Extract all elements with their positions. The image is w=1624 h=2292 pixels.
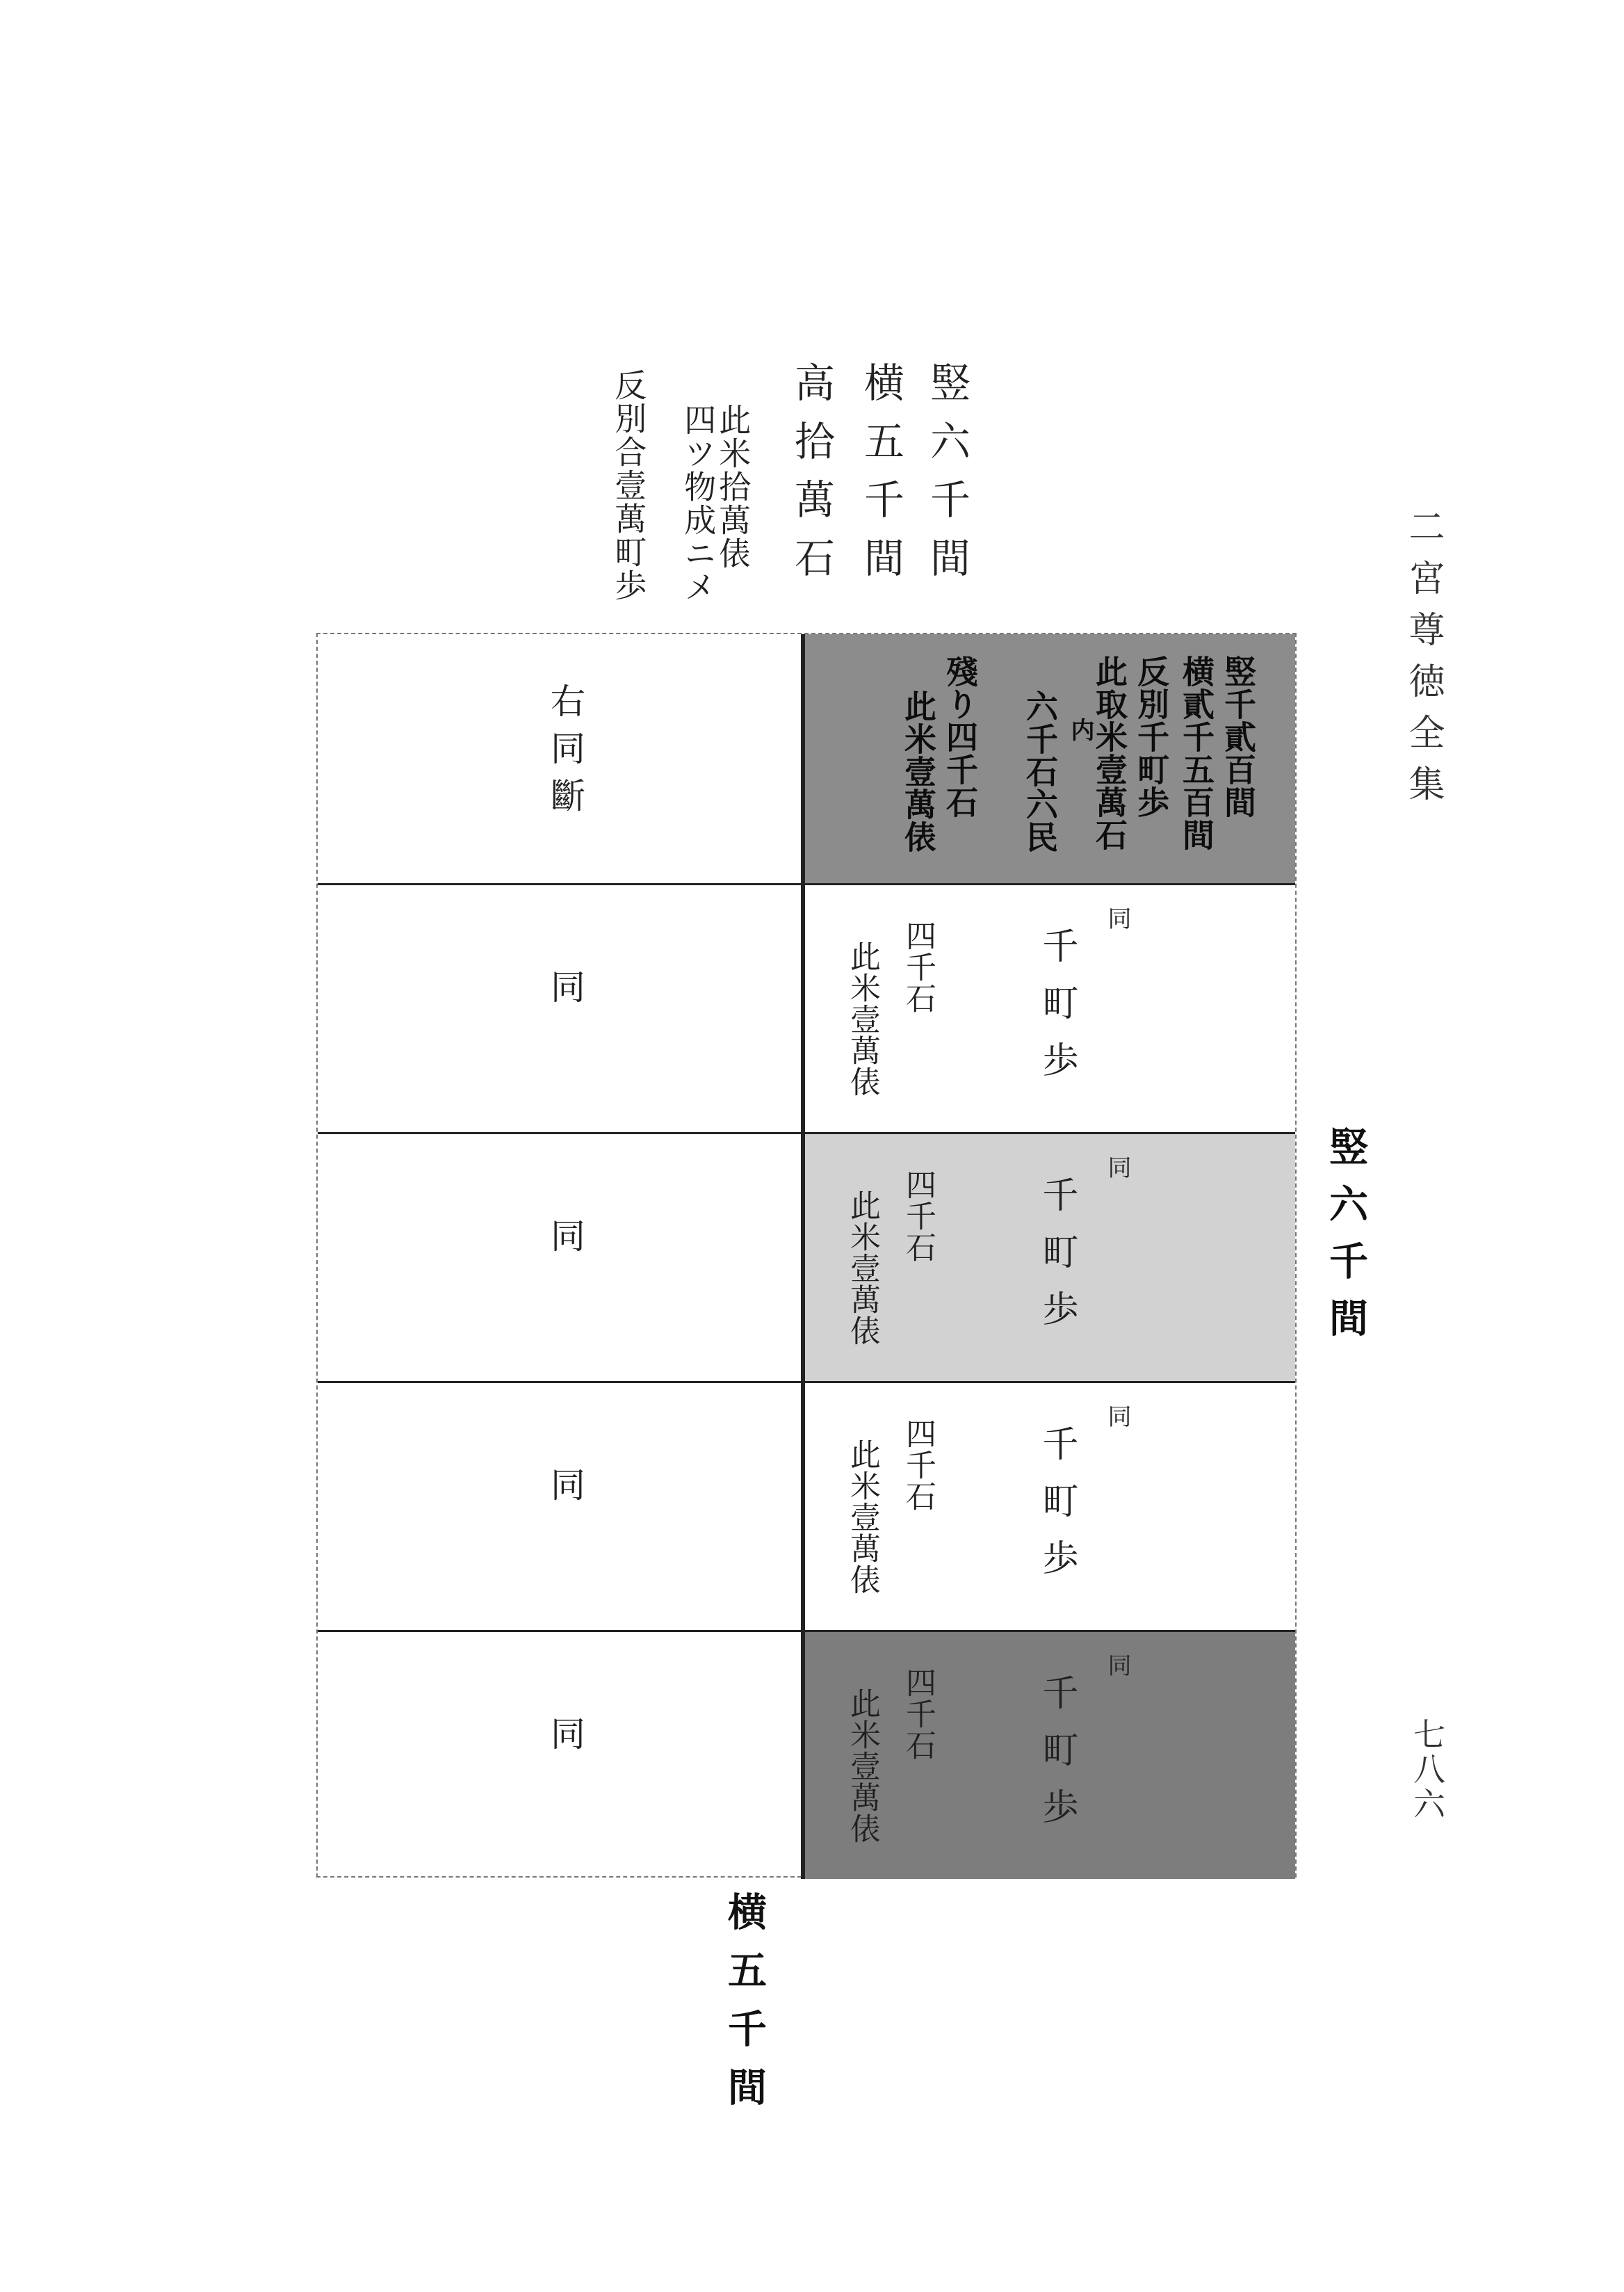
grid-row-4 (318, 1381, 1295, 1630)
horizontal-dimension-text: 横五千間 (722, 1891, 767, 2125)
tawara-text: 此米壹萬俵 (845, 1688, 880, 1844)
tawara-text: 此米壹萬俵 (845, 941, 880, 1097)
plot-width-text: 横貳千五百間 (1178, 655, 1215, 851)
koku-text: 四千石 (900, 1169, 936, 1263)
dou-mark: 同 (1103, 1404, 1131, 1428)
grid-row-4-left-cell (318, 1383, 802, 1630)
area-text: 千町歩 (1036, 1176, 1078, 1347)
remaining-portion-text: 殘り四千石 (941, 655, 979, 818)
dou-mark: 同 (1103, 1653, 1131, 1677)
dou-mark: 同 (1103, 1155, 1131, 1179)
top-line-area-total: 反別合壹萬町歩 (610, 369, 648, 602)
top-line-yield: 高拾萬石 (788, 362, 835, 595)
plot-area-text: 反別千町歩 (1132, 655, 1170, 818)
top-line-height: 竪六千間 (923, 362, 971, 595)
grid-row-2-left-cell (318, 885, 802, 1132)
area-text: 千町歩 (1036, 1674, 1078, 1845)
grid-row-1 (318, 634, 1295, 883)
grid-row-4-right-cell (802, 1383, 1295, 1630)
koku-text: 四千石 (900, 1418, 936, 1512)
grid-row-5 (318, 1630, 1295, 1879)
left-cell-text: 同 (545, 1716, 585, 1763)
tawara-text: 此米壹萬俵 (845, 1439, 880, 1595)
tawara-text: 此米壹萬俵 (845, 1190, 880, 1346)
left-cell-text: 同 (545, 1467, 585, 1514)
grid-row-5-left-cell (318, 1632, 802, 1879)
land-division-grid (316, 633, 1297, 1878)
grid-row-2-right-cell (802, 885, 1295, 1132)
grid-row-3-right-cell (802, 1134, 1295, 1381)
plot-length-text: 竪千貳百間 (1219, 655, 1257, 818)
nai-mark: 内 (1066, 718, 1094, 741)
tax-portion-text: 六千石六民 (1021, 690, 1059, 853)
grid-row-5-right-cell (802, 1632, 1295, 1879)
rice-bales-text: 此米壹萬俵 (900, 690, 937, 853)
dou-mark: 同 (1103, 906, 1131, 930)
page-number: 七八六 (1408, 1718, 1446, 1822)
koku-text: 四千石 (900, 1667, 936, 1761)
koku-text: 四千石 (900, 920, 936, 1014)
horizontal-dimension-label (716, 1891, 939, 2125)
plot-yield-text: 此取米壹萬石 (1091, 655, 1128, 851)
left-cell-text: 右同斷 (545, 683, 585, 825)
top-line-rice: 此米拾萬俵 (714, 403, 752, 570)
running-header: 二宮尊徳全集 (1402, 508, 1444, 816)
vertical-dimension-label: 竪六千間 (1323, 1127, 1368, 1355)
left-cell-text: 同 (545, 969, 585, 1016)
grid-row-1-left-cell (318, 634, 802, 883)
top-line-width: 横五千間 (857, 362, 904, 595)
area-text: 千町歩 (1036, 1425, 1078, 1596)
top-line-tax-rate: 四ツ物成ニメ (679, 403, 717, 604)
left-cell-text: 同 (545, 1218, 585, 1265)
grid-row-3 (318, 1132, 1295, 1381)
grid-row-1-right-cell (802, 634, 1295, 883)
grid-row-2 (318, 883, 1295, 1132)
grid-row-3-left-cell (318, 1134, 802, 1381)
area-text: 千町歩 (1036, 927, 1078, 1098)
